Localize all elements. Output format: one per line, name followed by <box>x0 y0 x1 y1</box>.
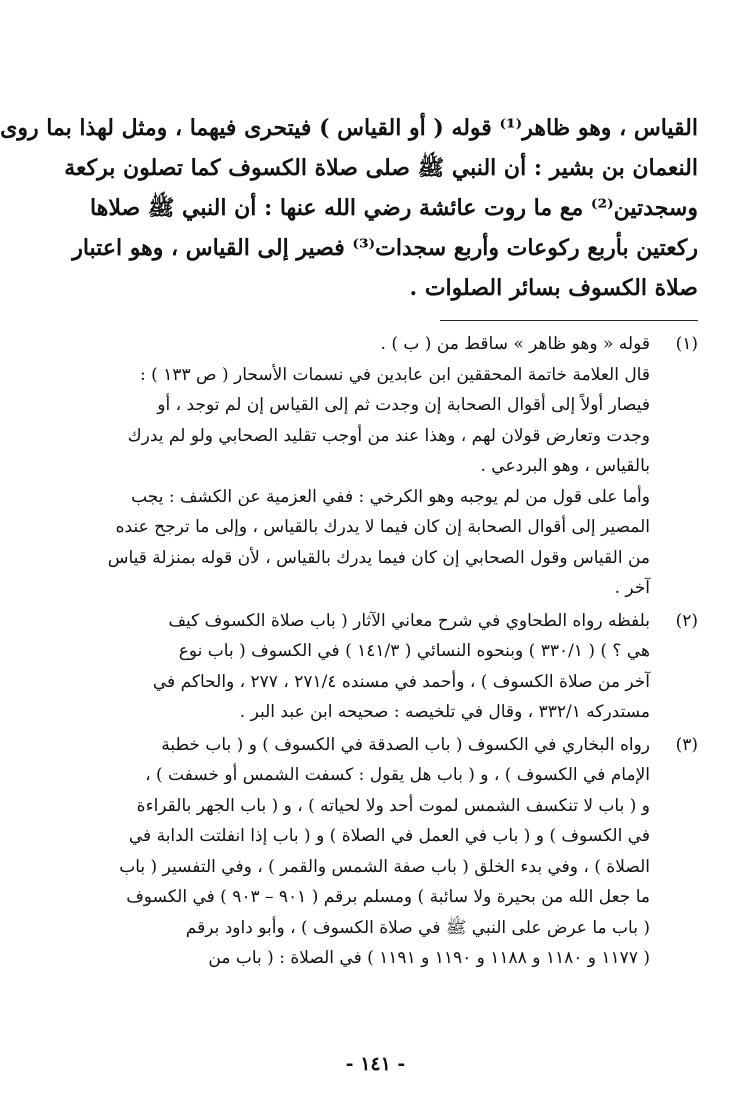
footnote-line: فيصار أولاً إلى أقوال الصحابة إن وجدت ثم إلى القياس إن لم توجد ، أو <box>157 395 650 415</box>
footnote-line: الإمام في الكسوف ) ، و ( باب هل يقول : كسفت الشمس أو خسفت ) ، <box>145 765 650 785</box>
footnote-divider <box>440 320 698 321</box>
main-line: صلاة الكسوف بسائر الصلوات . <box>409 275 698 301</box>
footnote-line: بلفظه رواه الطحاوي في شرح معاني الآثار ( باب صلاة الكسوف كيف <box>168 610 650 631</box>
footnote-line: و ( باب لا تنكسف الشمس لموت أحد ولا لحياته ) ، و ( باب الجهر بالقراءة <box>136 795 650 816</box>
footnote-1 <box>70 329 698 604</box>
footnote-line: وجدت وتعارض قولان لهم ، وهذا عند من أوجب تقليد الصحابي ولو لم يدرك <box>127 425 650 446</box>
footnote-line: رواه البخاري في الكسوف ( باب الصدقة في الكسوف ) و ( باب خطبة <box>161 734 650 755</box>
footnote-number: (٣) <box>675 734 698 755</box>
footnote-line: وأما على قول من لم يوجبه وهو الكرخي : ففي العزمية عن الكشف : يجب <box>131 486 650 507</box>
page-content <box>0 108 698 976</box>
page-number: - ١٤١ - <box>345 1053 406 1075</box>
footnote-number: (٢) <box>675 610 698 631</box>
main-text <box>0 108 698 308</box>
footnote-line: في الكسوف ) و ( باب في العمل في الصلاة ) و ( باب إذا انفلتت الدابة في <box>128 826 650 846</box>
footnote-2 <box>70 606 698 728</box>
footnote-line: بالقياس ، وهو البردعي . <box>480 456 650 476</box>
footnote-line: الصلاة ) ، وفي بدء الخلق ( باب صفة الشمس والقمر ) ، وفي التفسير ( باب <box>119 856 650 877</box>
footnote-line: ما جعل الله من بحيرة ولا سائبة ) ومسلم برقم ( ٩٠١ – ٩٠٣ ) في الكسوف <box>126 887 650 907</box>
footnote-line: ( باب ما عرض على النبي ﷺ في صلاة الكسوف ) ، وأبو داود برقم <box>185 917 650 938</box>
footnote-line: قوله « وهو ظاهر » ساقط من ( ب ) . <box>380 334 650 354</box>
main-line: ركعتين بأربع ركوعات وأربع سجدات⁽³⁾ فصير إلى القياس ، وهو اعتبار <box>72 235 698 261</box>
footnote-line: هي ؟ ) ( ٣٣٠/١ ) وبنحوه النسائي ( ١٤١/٣ ) في الكسوف ( باب نوع <box>178 641 650 661</box>
main-line: النعمان بن بشير : أن النبي ﷺ صلى صلاة الكسوف كما تصلون بركعة <box>64 155 698 181</box>
main-line: القياس ، وهو ظاهر⁽¹⁾ قوله ( أو القياس ) فيتحرى فيهما ، ومثل لهذا بما روى <box>0 115 698 141</box>
footnote-line: آخر من صلاة الكسوف ) ، وأحمد في مسنده ٢٧١/٤ ، ٢٧٧ ، والحاكم في <box>152 671 650 692</box>
footnote-body <box>70 730 650 974</box>
footnote-line: المصير إلى أقوال الصحابة إن كان فيما لا يدرك بالقياس ، وإلى ما ترجح عنده <box>115 517 650 537</box>
footnote-body <box>70 606 650 728</box>
footnote-line: مستدركه ٣٣٢/١ ، وقال في تلخيصه : صحيحه ابن عبد البر . <box>239 702 650 722</box>
footnote-line: آخر . <box>614 578 650 598</box>
footnote-line: قال العلامة خاتمة المحققين ابن عابدين في نسمات الأسحار ( ص ١٣٣ ) : <box>140 364 650 385</box>
main-line: وسجدتين⁽²⁾ مع ما روت عائشة رضي الله عنها : أن النبي ﷺ صلاها <box>90 195 698 221</box>
footnote-line: ( ١١٧٧ و ١١٨٠ و ١١٨٨ و ١١٩٠ و ١١٩١ ) في الصلاة : ( باب من <box>208 948 650 968</box>
footnote-body <box>70 329 650 604</box>
footnote-line: من القياس وقول الصحابي إن كان فيما يدرك بالقياس ، لأن قوله بمنزلة قياس <box>107 547 650 568</box>
footnote-3 <box>70 730 698 974</box>
footnote-number: (١) <box>675 334 698 354</box>
